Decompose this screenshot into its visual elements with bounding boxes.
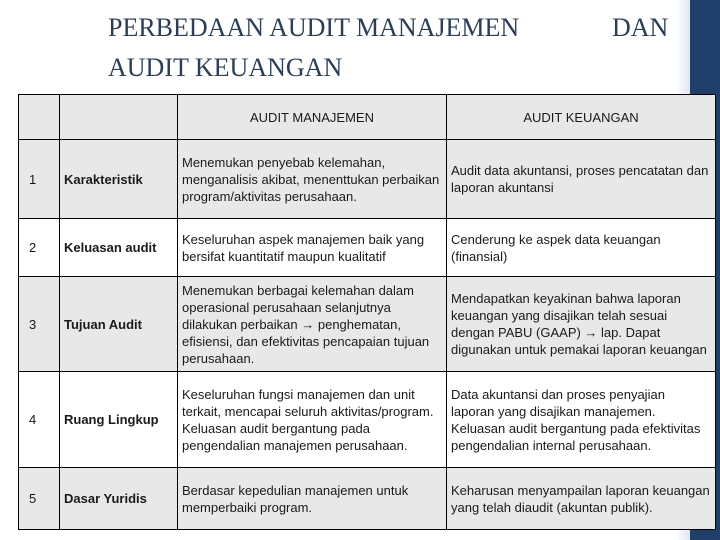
- row-audit-keuangan: Audit data akuntansi, proses pencatatan dan laporan akuntansi: [447, 140, 716, 219]
- row-aspect: Dasar Yuridis: [60, 468, 178, 530]
- table-row: [19, 140, 716, 219]
- row-aspect: Karakteristik: [60, 140, 178, 219]
- row-audit-manajemen: Keseluruhan fungsi manajemen dan unit terkait, mencapai seluruh aktivitas/program. Keluasan audit bergantung pada pengendalian manajemen perusahaan.: [178, 372, 447, 468]
- table-row: [19, 277, 716, 372]
- title-line-2: AUDIT KEUANGAN: [108, 53, 343, 82]
- table-row: [19, 372, 716, 468]
- table-row: [19, 219, 716, 277]
- row-aspect: Tujuan Audit: [60, 277, 178, 372]
- row-audit-manajemen: Menemukan berbagai kelemahan dalam operasional perusahaan selanjutnya dilakukan perbaikan → penghematan, efisiensi, dan efektivitas pencapaian tujuan perusahaan.: [178, 277, 447, 372]
- header-cell-number: [19, 95, 60, 140]
- header-cell-aspect: [60, 95, 178, 140]
- slide-title: [108, 8, 708, 88]
- table-row: [19, 468, 716, 530]
- row-number: 4: [19, 372, 60, 468]
- row-aspect: Ruang Lingkup: [60, 372, 178, 468]
- row-aspect: Keluasan audit: [60, 219, 178, 277]
- table-header-row: [19, 95, 716, 140]
- row-audit-manajemen: Menemukan penyebab kelemahan, menganalisis akibat, menenttukan perbaikan program/aktivitas perusahaan.: [178, 140, 447, 219]
- row-audit-keuangan: Mendapatkan keyakinan bahwa laporan keuangan yang disajikan telah sesuai dengan PABU (GAAP) → lap. Dapat digunakan untuk pemakai laporan keuangan: [447, 277, 716, 372]
- title-line-1-right: DAN: [612, 13, 669, 42]
- comparison-table: [18, 94, 716, 530]
- row-number: 3: [19, 277, 60, 372]
- row-number: 1: [19, 140, 60, 219]
- header-cell-audit-manajemen: AUDIT MANAJEMEN: [178, 95, 447, 140]
- header-cell-audit-keuangan: AUDIT KEUANGAN: [447, 95, 716, 140]
- title-line-1-left: PERBEDAAN AUDIT MANAJEMEN: [108, 13, 520, 42]
- row-audit-manajemen: Keseluruhan aspek manajemen baik yang bersifat kuantitatif maupun kualitatif: [178, 219, 447, 277]
- row-audit-keuangan: Data akuntansi dan proses penyajian laporan yang disajikan manajemen. Keluasan audit bergantung pada efektivitas pengendalian internal perusahaan.: [447, 372, 716, 468]
- title-line-1: [108, 8, 708, 48]
- row-number: 2: [19, 219, 60, 277]
- row-audit-manajemen: Berdasar kepedulian manajemen untuk memperbaiki program.: [178, 468, 447, 530]
- row-number: 5: [19, 468, 60, 530]
- row-audit-keuangan: Keharusan menyampailan laporan keuangan yang telah diaudit (akuntan publik).: [447, 468, 716, 530]
- row-audit-keuangan: Cenderung ke aspek data keuangan (finansial): [447, 219, 716, 277]
